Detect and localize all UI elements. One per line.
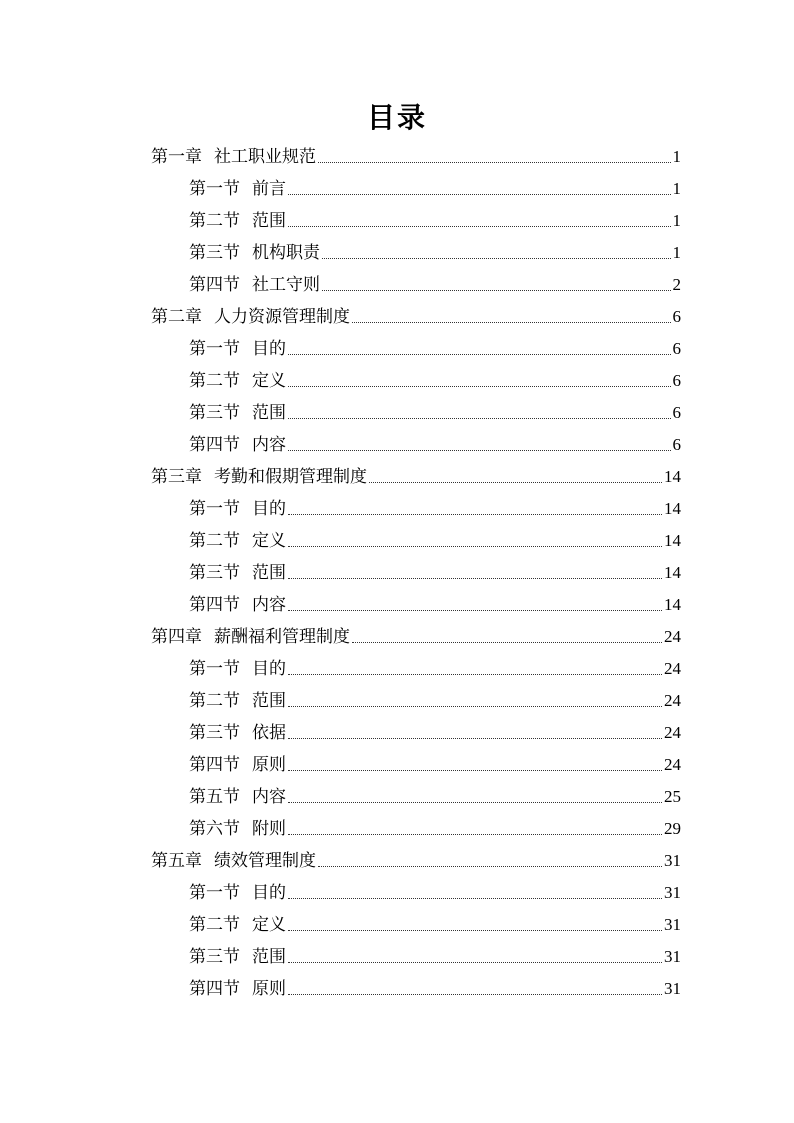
entry-title: 社工守则	[252, 275, 320, 295]
entry-number: 第一节	[189, 883, 240, 903]
toc-section-entry[interactable]	[189, 240, 681, 266]
dot-leader	[288, 194, 671, 195]
toc-section-entry[interactable]	[189, 400, 681, 426]
dot-leader	[288, 674, 662, 675]
entry-page-number: 14	[664, 531, 681, 550]
entry-number: 第四节	[189, 435, 240, 455]
entry-page-number: 14	[664, 467, 681, 486]
toc-section-entry[interactable]	[189, 688, 681, 714]
toc-section-entry[interactable]	[189, 784, 681, 810]
entry-title: 定义	[252, 371, 286, 391]
entry-page-number: 24	[664, 755, 681, 774]
dot-leader	[288, 706, 662, 707]
dot-leader	[288, 994, 662, 995]
entry-title: 内容	[252, 435, 286, 455]
toc-section-entry[interactable]	[189, 208, 681, 234]
entry-title: 范围	[252, 691, 286, 711]
entry-title: 范围	[252, 403, 286, 423]
toc-chapter-entry[interactable]	[151, 464, 681, 490]
entry-title: 考勤和假期管理制度	[214, 467, 367, 487]
entry-title: 附则	[252, 819, 286, 839]
toc-chapter-entry[interactable]	[151, 304, 681, 330]
toc-section-entry[interactable]	[189, 752, 681, 778]
dot-leader	[288, 898, 662, 899]
entry-title: 内容	[252, 595, 286, 615]
dot-leader	[288, 770, 662, 771]
entry-title: 前言	[252, 179, 286, 199]
entry-page-number: 14	[664, 595, 681, 614]
dot-leader	[322, 290, 671, 291]
entry-page-number: 14	[664, 499, 681, 518]
entry-number: 第五章	[151, 851, 202, 871]
entry-number: 第四章	[151, 627, 202, 647]
toc-section-entry[interactable]	[189, 816, 681, 842]
entry-page-number: 14	[664, 563, 681, 582]
entry-title: 原则	[252, 755, 286, 775]
toc-chapter-entry[interactable]	[151, 848, 681, 874]
entry-number: 第四节	[189, 755, 240, 775]
entry-title: 目的	[252, 883, 286, 903]
entry-title: 定义	[252, 915, 286, 935]
entry-page-number: 2	[672, 275, 681, 294]
entry-title: 目的	[252, 499, 286, 519]
entry-page-number: 1	[672, 147, 681, 166]
dot-leader	[288, 962, 662, 963]
dot-leader	[288, 354, 671, 355]
dot-leader	[288, 578, 662, 579]
entry-title: 人力资源管理制度	[214, 307, 350, 327]
entry-page-number: 29	[664, 819, 681, 838]
entry-page-number: 1	[672, 179, 681, 198]
entry-number: 第三节	[189, 563, 240, 583]
entry-page-number: 31	[664, 883, 681, 902]
entry-page-number: 1	[672, 243, 681, 262]
toc-section-entry[interactable]	[189, 720, 681, 746]
toc-section-entry[interactable]	[189, 432, 681, 458]
entry-number: 第一节	[189, 659, 240, 679]
entry-page-number: 31	[664, 979, 681, 998]
entry-page-number: 6	[672, 403, 681, 422]
dot-leader	[352, 322, 671, 323]
dot-leader	[288, 226, 671, 227]
toc-chapter-entry[interactable]	[151, 624, 681, 650]
toc-section-entry[interactable]	[189, 976, 681, 1002]
entry-number: 第三节	[189, 947, 240, 967]
dot-leader	[318, 866, 662, 867]
toc-section-entry[interactable]	[189, 368, 681, 394]
entry-page-number: 6	[672, 435, 681, 454]
toc-chapter-entry[interactable]	[151, 144, 681, 170]
entry-number: 第四节	[189, 275, 240, 295]
dot-leader	[288, 738, 662, 739]
entry-title: 机构职责	[252, 243, 320, 263]
toc-section-entry[interactable]	[189, 592, 681, 618]
entry-title: 原则	[252, 979, 286, 999]
entry-title: 目的	[252, 339, 286, 359]
toc-section-entry[interactable]	[189, 560, 681, 586]
dot-leader	[288, 514, 662, 515]
toc-title: 目录	[366, 101, 427, 134]
entry-page-number: 24	[664, 691, 681, 710]
toc-section-entry[interactable]	[189, 272, 681, 298]
entry-number: 第二章	[151, 307, 202, 327]
entry-number: 第三节	[189, 403, 240, 423]
toc-section-entry[interactable]	[189, 944, 681, 970]
entry-page-number: 6	[672, 339, 681, 358]
toc-section-entry[interactable]	[189, 176, 681, 202]
entry-number: 第一节	[189, 339, 240, 359]
dot-leader	[322, 258, 671, 259]
dot-leader	[288, 386, 671, 387]
dot-leader	[288, 450, 671, 451]
entry-number: 第四节	[189, 595, 240, 615]
entry-title: 内容	[252, 787, 286, 807]
entry-page-number: 24	[664, 627, 681, 646]
toc-section-entry[interactable]	[189, 656, 681, 682]
dot-leader	[369, 482, 662, 483]
entry-number: 第三节	[189, 243, 240, 263]
entry-number: 第四节	[189, 979, 240, 999]
entry-number: 第三节	[189, 723, 240, 743]
entry-title: 薪酬福利管理制度	[214, 627, 350, 647]
entry-title: 依据	[252, 723, 286, 743]
dot-leader	[288, 930, 662, 931]
toc-section-entry[interactable]	[189, 336, 681, 362]
entry-number: 第二节	[189, 371, 240, 391]
entry-page-number: 31	[664, 851, 681, 870]
entry-number: 第二节	[189, 691, 240, 711]
entry-page-number: 31	[664, 947, 681, 966]
entry-number: 第一节	[189, 179, 240, 199]
entry-number: 第五节	[189, 787, 240, 807]
entry-title: 绩效管理制度	[214, 851, 316, 871]
entry-title: 范围	[252, 947, 286, 967]
entry-number: 第二节	[189, 915, 240, 935]
entry-page-number: 6	[672, 307, 681, 326]
entry-number: 第三章	[151, 467, 202, 487]
entry-page-number: 6	[672, 371, 681, 390]
entry-title: 范围	[252, 563, 286, 583]
dot-leader	[318, 162, 671, 163]
dot-leader	[288, 546, 662, 547]
entry-number: 第二节	[189, 211, 240, 231]
toc-section-entry[interactable]	[189, 912, 681, 938]
entry-page-number: 31	[664, 915, 681, 934]
toc-section-entry[interactable]	[189, 496, 681, 522]
entry-number: 第二节	[189, 531, 240, 551]
entry-page-number: 24	[664, 659, 681, 678]
toc-section-entry[interactable]	[189, 528, 681, 554]
entry-page-number: 25	[664, 787, 681, 806]
toc-section-entry[interactable]	[189, 880, 681, 906]
entry-title: 定义	[252, 531, 286, 551]
dot-leader	[352, 642, 662, 643]
dot-leader	[288, 610, 662, 611]
entry-page-number: 1	[672, 211, 681, 230]
entry-page-number: 24	[664, 723, 681, 742]
dot-leader	[288, 834, 662, 835]
entry-number: 第一章	[151, 147, 202, 167]
entry-number: 第六节	[189, 819, 240, 839]
dot-leader	[288, 418, 671, 419]
entry-title: 目的	[252, 659, 286, 679]
entry-number: 第一节	[189, 499, 240, 519]
entry-title: 范围	[252, 211, 286, 231]
dot-leader	[288, 802, 662, 803]
entry-title: 社工职业规范	[214, 147, 316, 167]
